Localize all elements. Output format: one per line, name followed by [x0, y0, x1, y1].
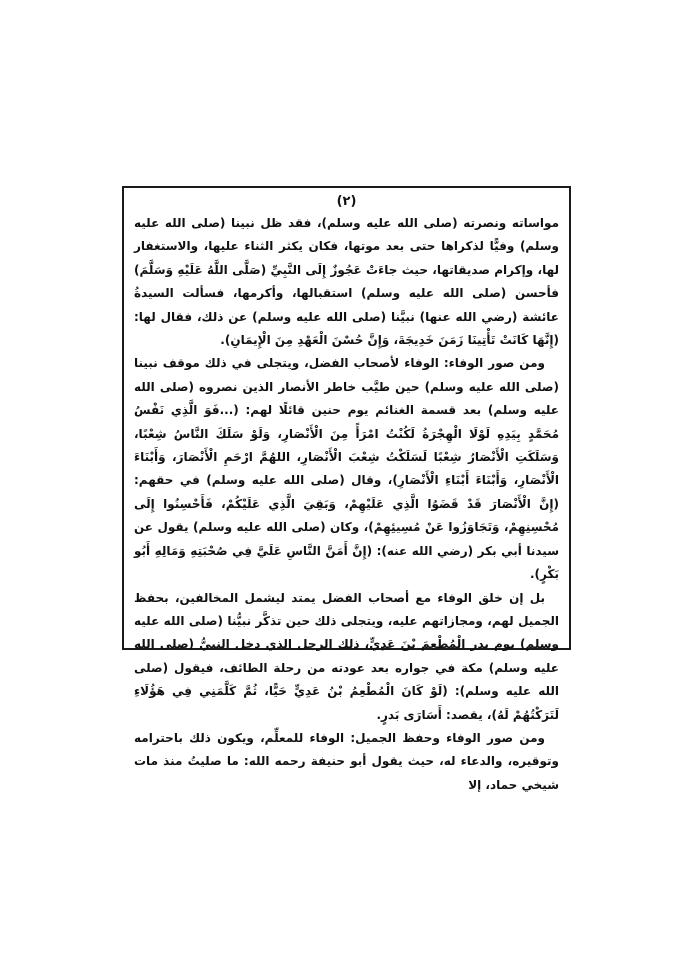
page-frame	[122, 186, 571, 792]
paragraph-1: مواساته ونصرته (صلى الله عليه وسلم)، فقد ظل نبينا (صلى الله عليه وسلم) وفيًّا لذكراها حتى بعد موتها، فكان يكثر الثناء عليها، والاستغفار لها، وإكرام صديقاتها، حيث جاءَتْ عَجُوزٌ إِلَى النَّبِيِّ (صَلَّى اللَّهُ عَلَيْهِ وَسَلَّمَ) فأحسن (صلى الله عليه وسلم) استقبالها، وأكرمها، فسألت السيدةُ عائشة (رضي الله عنها) نبيَّنا (صلى الله عليه وسلم) عن ذلك، فقال لها: (إِنَّهَا كَانَتْ تَأْتِينَا زَمَنَ خَدِيجَةَ، وَإِنَّ حُسْنَ الْعَهْدِ مِنَ الْإِيمَانِ).	[134, 216, 559, 348]
paragraph-2: ومن صور الوفاء: الوفاء لأصحاب الفضل، ويتجلى في ذلك موقف نبينا (صلى الله عليه وسلم) حين طيَّب خاطر الأنصار الذين نصروه (صلى الله عليه وسلم) بعد قسمة الغنائم يوم حنين قائلًا لهم: (...فَوَ الَّذِي نَفْسُ مُحَمَّدٍ بِيَدِهِ لَوْلَا الْهِجْرَةُ لَكُنْتُ امْرَأً مِنَ الْأَنْصَارِ، وَلَوْ سَلَكَ النَّاسُ شِعْبًا، وَسَلَكَتِ الْأَنْصَارُ شِعْبًا لَسَلَكْتُ شِعْبَ الْأَنْصَارِ، اللهُمَّ ارْحَمِ الْأَنْصَارَ، وَأَبْنَاءَ الْأَنْصَارِ، وَأَبْنَاءَ أَبْنَاءِ الْأَنْصَارِ)، وقال (صلى الله عليه وسلم) في حقهم: (إِنَّ الْأَنْصَارَ قَدْ قَضَوُا الَّذِي عَلَيْهِمْ، وَبَقِيَ الَّذِي عَلَيْكُمْ، فَأَحْسِنُوا إِلَى مُحْسِنِهِمْ، وَتَجَاوَزُوا عَنْ مُسِيئِهِمْ)، وكان (صلى الله عليه وسلم) يقول عن سيدنا أبي بكر (رضي الله عنه): (إِنَّ أَمَنَّ النَّاسِ عَلَيَّ فِي صُحْبَتِهِ وَمَالِهِ أَبُو بَكْرٍ).	[134, 356, 559, 582]
paragraph-3: بل إن خلق الوفاء مع أصحاب الفضل يمتد ليشمل المخالفين، بحفظ الجميل لهم، ومجازاتهم عليه، ويتجلى ذلك حين تذكَّر نبيُّنا (صلى الله عليه وسلم) يوم بدر الْمُطْعِمَ بْنَ عَدِيٍّ، ذلك الرجل الذي دخل النبيُّ (صلى الله عليه وسلم) مكة في جواره بعد عودته من رحلة الطائف، فيقول (صلى الله عليه وسلم): (لَوْ كَانَ الْمُطْعِمُ بْنُ عَدِيٍّ حَيًّا، ثُمَّ كَلَّمَنِي فِي هَؤُلَاءِ لَتَرَكْتُهُمْ لَهُ)، يقصد: أَسَارَى بَدرٍ.	[134, 590, 559, 722]
page-number: (٢)	[336, 194, 357, 209]
paragraph-4: ومن صور الوفاء وحفظ الجميل: الوفاء للمعلِّم، ويكون ذلك باحترامه وتوقيره، والدعاء له، حيث يقول أبو حنيفة رحمه الله: ما صليتُ منذ مات شيخي حماد، إلا	[134, 730, 559, 792]
